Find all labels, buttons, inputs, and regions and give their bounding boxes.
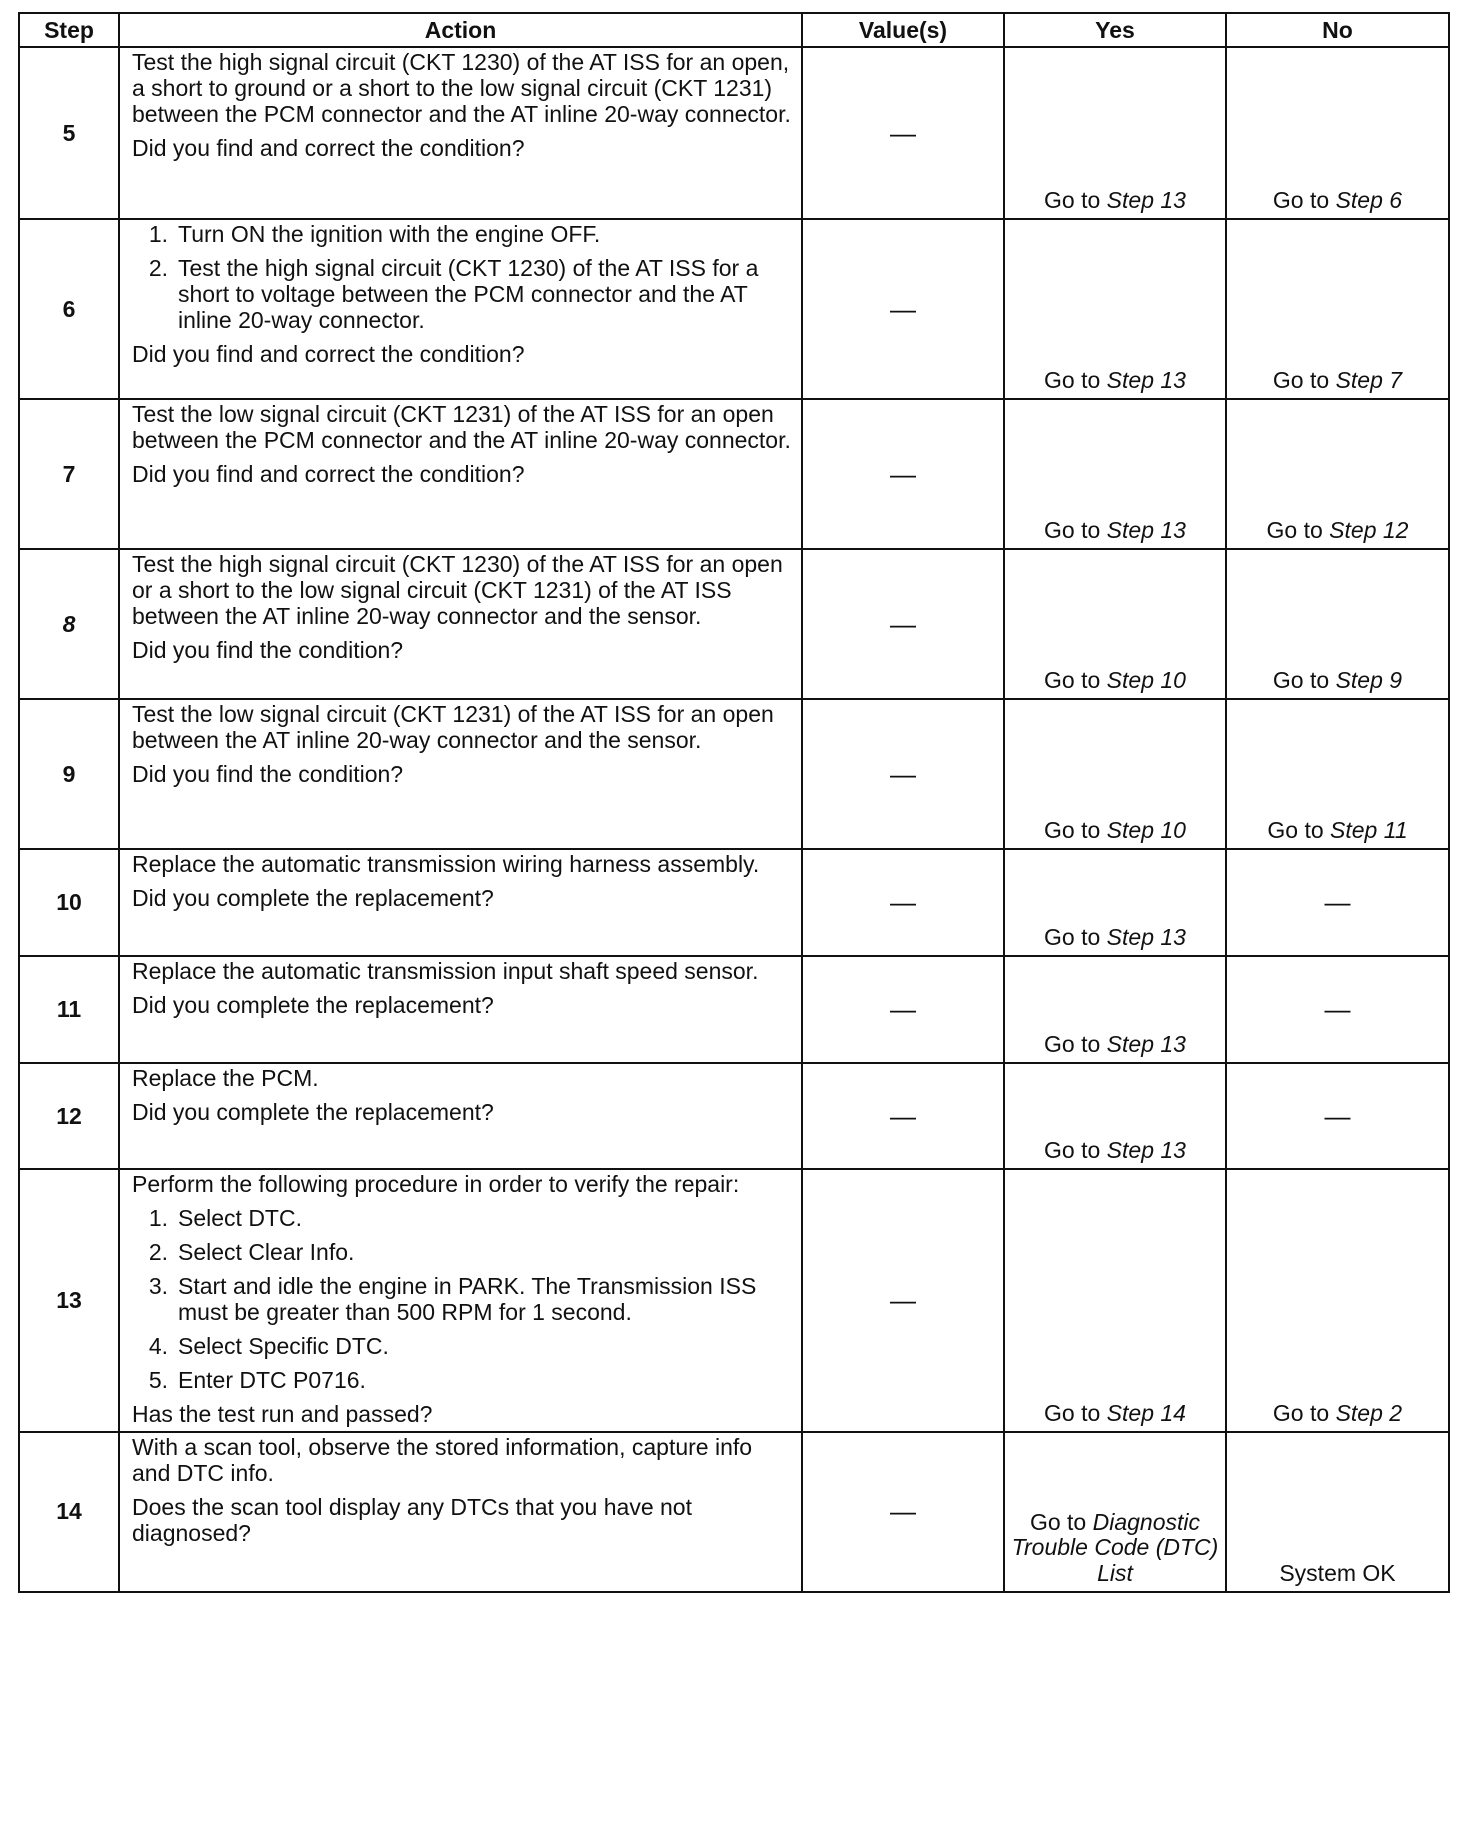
table-row (19, 699, 1449, 849)
table-row (19, 1432, 1449, 1592)
action-text: With a scan tool, observe the stored information, capture info and DTC info. (132, 1433, 753, 1486)
value-cell: — (802, 47, 1004, 219)
action-question: Did you find and correct the condition? (132, 340, 525, 367)
action-question: Does the scan tool display any DTCs that you have not diagnosed? (132, 1493, 692, 1546)
action-cell (119, 219, 802, 399)
goto-prefix: Go to (1044, 817, 1101, 844)
goto-step-link[interactable]: Step 13 (1106, 1031, 1186, 1058)
goto-step-link[interactable]: Step 13 (1106, 1137, 1186, 1164)
value-cell: — (802, 1432, 1004, 1592)
header-values: Value(s) (802, 13, 1004, 47)
goto-step-link[interactable]: Step 7 (1335, 367, 1403, 394)
goto-step-link[interactable]: Step 10 (1106, 817, 1186, 844)
procedure-item: 2. Select Clear Info. (148, 1238, 355, 1265)
yes-cell (1004, 699, 1226, 849)
no-cell (1226, 549, 1449, 699)
no-cell: — (1226, 1063, 1449, 1169)
value-cell: — (802, 699, 1004, 849)
goto-prefix: Go to (1044, 1400, 1101, 1427)
goto-prefix: Go to (1044, 667, 1101, 694)
yes-cell (1004, 956, 1226, 1063)
goto-step-link[interactable]: Step 13 (1106, 367, 1186, 394)
header-no: No (1226, 13, 1449, 47)
step-number: 13 (19, 1169, 119, 1432)
goto-prefix: Go to (1044, 924, 1101, 951)
step-number: 11 (19, 956, 119, 1063)
goto-step-link[interactable]: Step 2 (1335, 1400, 1403, 1427)
header-row (19, 13, 1449, 47)
value-cell: — (802, 956, 1004, 1063)
no-cell: — (1226, 849, 1449, 956)
header-action: Action (119, 13, 802, 47)
goto-step-link[interactable]: Step 13 (1106, 924, 1186, 951)
yes-cell (1004, 399, 1226, 549)
yes-cell (1004, 1063, 1226, 1169)
dtc-list-link[interactable]: Diagnostic Trouble Code (DTC) List (1011, 1508, 1219, 1587)
table-row (19, 47, 1449, 219)
action-question: Did you find and correct the condition? (132, 134, 525, 161)
goto-prefix: Go to (1266, 517, 1323, 544)
action-text: Replace the automatic transmission wiring harness assembly. (132, 851, 760, 877)
step-number: 12 (19, 1063, 119, 1169)
action-cell (119, 956, 802, 1063)
goto-step-link[interactable]: Step 12 (1329, 517, 1409, 544)
goto-prefix: Go to (1044, 367, 1101, 394)
header-yes: Yes (1004, 13, 1226, 47)
action-text: Replace the PCM. (132, 1065, 319, 1091)
action-question: Did you find and correct the condition? (132, 460, 525, 487)
yes-cell (1004, 1432, 1226, 1592)
step-number: 10 (19, 849, 119, 956)
no-cell (1226, 47, 1449, 219)
yes-cell (1004, 219, 1226, 399)
table-row (19, 399, 1449, 549)
procedure-item: 1. Turn ON the ignition with the engine OFF. (148, 221, 601, 247)
action-text: Test the high signal circuit (CKT 1230) of the AT ISS for an open, a short to ground or a short to the low signal circuit (CKT 1231) between the PCM connector and the AT inline 20-way connector. (132, 49, 791, 127)
value-cell: — (802, 399, 1004, 549)
yes-cell (1004, 849, 1226, 956)
goto-prefix: Go to (1272, 187, 1330, 214)
action-cell (119, 1169, 802, 1432)
action-text: Test the low signal circuit (CKT 1231) of the AT ISS for an open between the AT inline 20-way connector and the sensor. (132, 701, 774, 753)
procedure-item: 2. Test the high signal circuit (CKT 1230) of the AT ISS for a short to voltage between the PCM connector and the AT inline 20-way connector. (148, 254, 759, 333)
procedure-item: 1. Select DTC. (148, 1204, 302, 1231)
procedure-item: 3. Start and idle the engine in PARK. The Transmission ISS must be greater than 500 RPM for 1 second. (148, 1272, 757, 1325)
action-cell (119, 1063, 802, 1169)
goto-step-link[interactable]: Step 14 (1106, 1400, 1186, 1427)
table-row (19, 956, 1449, 1063)
action-question: Did you find the condition? (132, 760, 404, 787)
step-number: 6 (19, 219, 119, 399)
action-cell (119, 699, 802, 849)
goto-step-link[interactable]: Step 13 (1106, 187, 1186, 214)
action-question: Did you find the condition? (132, 636, 404, 663)
goto-prefix: Go to (1044, 1137, 1101, 1164)
yes-cell (1004, 1169, 1226, 1432)
yes-cell (1004, 549, 1226, 699)
no-cell: — (1226, 956, 1449, 1063)
header-step: Step (19, 13, 119, 47)
yes-cell (1004, 47, 1226, 219)
goto-prefix: Go to (1029, 1508, 1087, 1535)
goto-step-link[interactable]: Step 13 (1106, 517, 1186, 544)
procedure-list (132, 1205, 791, 1393)
action-text: Replace the automatic transmission input shaft speed sensor. (132, 958, 759, 984)
table-row (19, 219, 1449, 399)
value-cell: — (802, 219, 1004, 399)
table-row (19, 1169, 1449, 1432)
goto-step-link[interactable]: Step 6 (1335, 187, 1403, 214)
no-cell (1226, 1169, 1449, 1432)
action-text: Test the low signal circuit (CKT 1231) of the AT ISS for an open between the PCM connector and the AT inline 20-way connector. (132, 401, 791, 453)
step-number: 9 (19, 699, 119, 849)
action-cell (119, 849, 802, 956)
step-number: 5 (19, 47, 119, 219)
action-cell (119, 1432, 802, 1592)
goto-step-link[interactable]: Step 11 (1330, 817, 1408, 844)
action-text: Test the high signal circuit (CKT 1230) of the AT ISS for an open or a short to the low signal circuit (CKT 1231) of the AT ISS between the AT inline 20-way connector and the sensor. (132, 551, 783, 629)
step-number: 8 (19, 549, 119, 699)
action-question: Did you complete the replacement? (132, 1098, 494, 1125)
goto-prefix: Go to (1272, 367, 1330, 394)
diagnostic-table (18, 12, 1450, 1593)
value-cell: — (802, 849, 1004, 956)
table-row (19, 849, 1449, 956)
value-cell: — (802, 1063, 1004, 1169)
action-question: Did you complete the replacement? (132, 884, 494, 911)
action-cell (119, 549, 802, 699)
goto-prefix: Go to (1044, 1031, 1101, 1058)
action-question: Did you complete the replacement? (132, 991, 494, 1018)
action-cell (119, 399, 802, 549)
action-question: Has the test run and passed? (132, 1400, 433, 1427)
action-cell (119, 47, 802, 219)
goto-prefix: Go to (1272, 1400, 1330, 1427)
table-row (19, 1063, 1449, 1169)
goto-prefix: Go to (1272, 667, 1330, 694)
no-cell (1226, 219, 1449, 399)
procedure-list (132, 221, 791, 333)
goto-prefix: Go to (1044, 517, 1101, 544)
goto-step-link[interactable]: Step 9 (1335, 667, 1403, 694)
goto-prefix: Go to (1044, 187, 1101, 214)
goto-prefix: Go to (1267, 817, 1324, 844)
table-row (19, 549, 1449, 699)
procedure-item: 4. Select Specific DTC. (148, 1332, 389, 1359)
procedure-item: 5. Enter DTC P0716. (148, 1366, 366, 1393)
value-cell: — (802, 549, 1004, 699)
no-cell (1226, 699, 1449, 849)
system-ok-text: System OK (1226, 1432, 1449, 1592)
goto-step-link[interactable]: Step 10 (1106, 667, 1186, 694)
action-text: Perform the following procedure in order to verify the repair: (132, 1171, 740, 1197)
step-number: 14 (19, 1432, 119, 1592)
value-cell: — (802, 1169, 1004, 1432)
step-number: 7 (19, 399, 119, 549)
no-cell (1226, 399, 1449, 549)
